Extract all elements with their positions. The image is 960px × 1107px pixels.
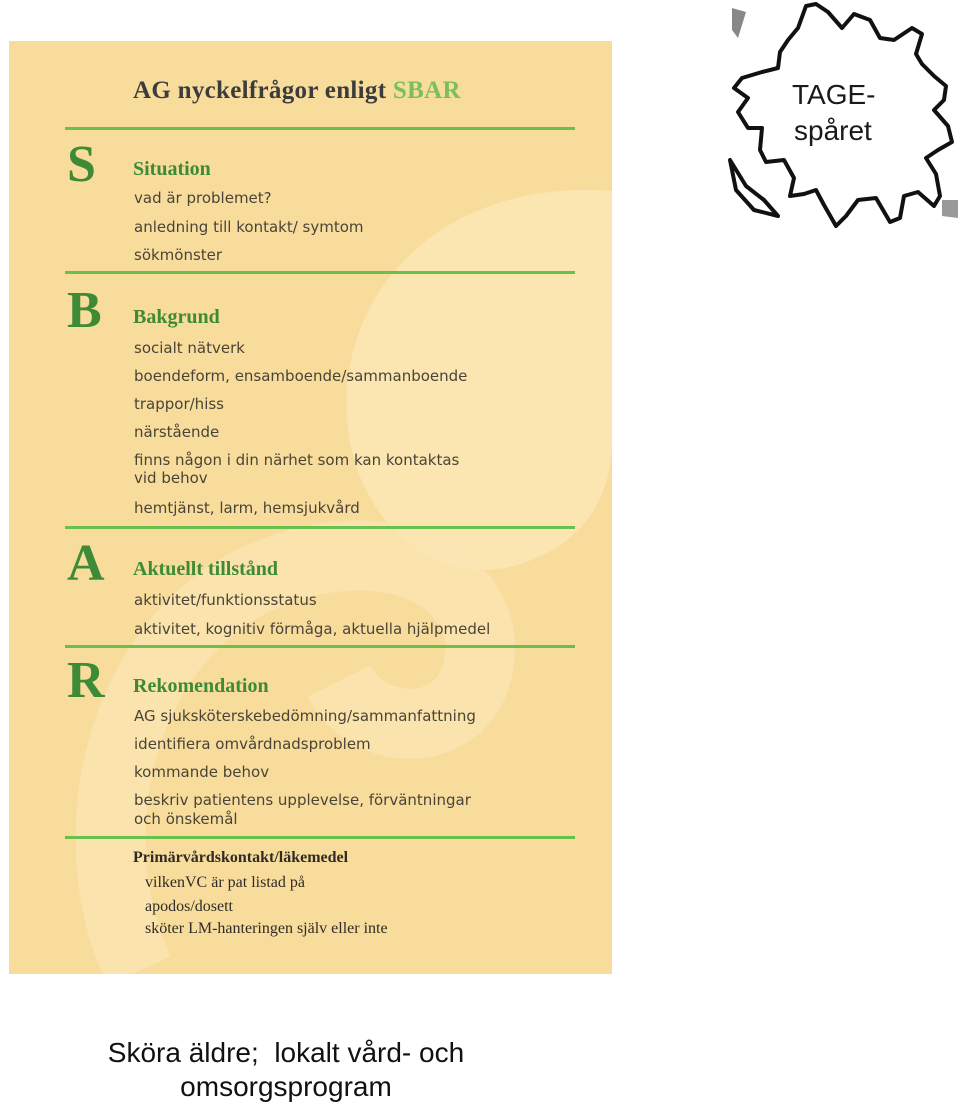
section-letter-r: R: [67, 652, 105, 709]
caption-line1: Sköra äldre; lokalt vård- och: [107, 1037, 465, 1068]
card-title-main: AG nyckelfrågor enligt: [133, 77, 387, 104]
divider-rule: [65, 645, 575, 648]
divider-rule: [65, 526, 575, 529]
divider-rule: [65, 836, 575, 839]
list-item: vilkenVC är pat listad på: [145, 874, 305, 891]
list-item: apodos/dosett: [145, 898, 233, 915]
card-title-accent: SBAR: [392, 77, 461, 104]
list-item: boendeform, ensamboende/sammanboende: [134, 367, 468, 385]
section-letter-a: A: [67, 535, 105, 592]
caption-line2: omsorgsprogram: [180, 1071, 392, 1102]
section-heading-situation: Situation: [133, 158, 211, 180]
list-item: socialt nätverk: [134, 339, 245, 357]
list-item: aktivitet/funktionsstatus: [134, 591, 317, 609]
list-item: sköter LM-hanteringen själv eller inte: [145, 920, 388, 937]
list-item: vad är problemet?: [134, 189, 272, 207]
tage-logo: [726, 0, 960, 232]
sbar-card: [9, 41, 612, 974]
card-title: [133, 77, 461, 105]
list-item: finns någon i din närhet som kan kontaktas: [134, 451, 460, 469]
primary-care-heading: Primärvårdskontakt/läkemedel: [133, 849, 349, 866]
list-item: närstående: [134, 423, 220, 441]
list-item: hemtjänst, larm, hemsjukvård: [134, 499, 360, 517]
divider-rule: [65, 127, 575, 130]
section-letter-b: B: [67, 282, 102, 339]
section-heading-aktuellt-tillstand: Aktuellt tillstånd: [133, 558, 279, 580]
list-item: trappor/hiss: [134, 395, 224, 413]
logo-text-line2: spåret: [794, 115, 872, 146]
section-letter-s: S: [67, 136, 96, 193]
logo-text-line1: TAGE-: [792, 79, 876, 110]
list-item: kommande behov: [134, 763, 270, 781]
list-item: identifiera omvårdnadsproblem: [134, 735, 371, 753]
section-heading-rekomendation: Rekomendation: [133, 675, 269, 697]
divider-rule: [65, 271, 575, 274]
caption: [0, 1036, 572, 1104]
list-item: anledning till kontakt/ symtom: [134, 218, 364, 236]
list-item: vid behov: [134, 469, 208, 487]
list-item: aktivitet, kognitiv förmåga, aktuella hjälpmedel: [134, 620, 491, 638]
list-item: beskriv patientens upplevelse, förväntningar: [134, 791, 471, 809]
section-heading-bakgrund: Bakgrund: [133, 306, 220, 328]
list-item: AG sjuksköterskebedömning/sammanfattning: [134, 707, 476, 725]
list-item: och önskemål: [134, 810, 238, 828]
list-item: sökmönster: [134, 246, 223, 264]
